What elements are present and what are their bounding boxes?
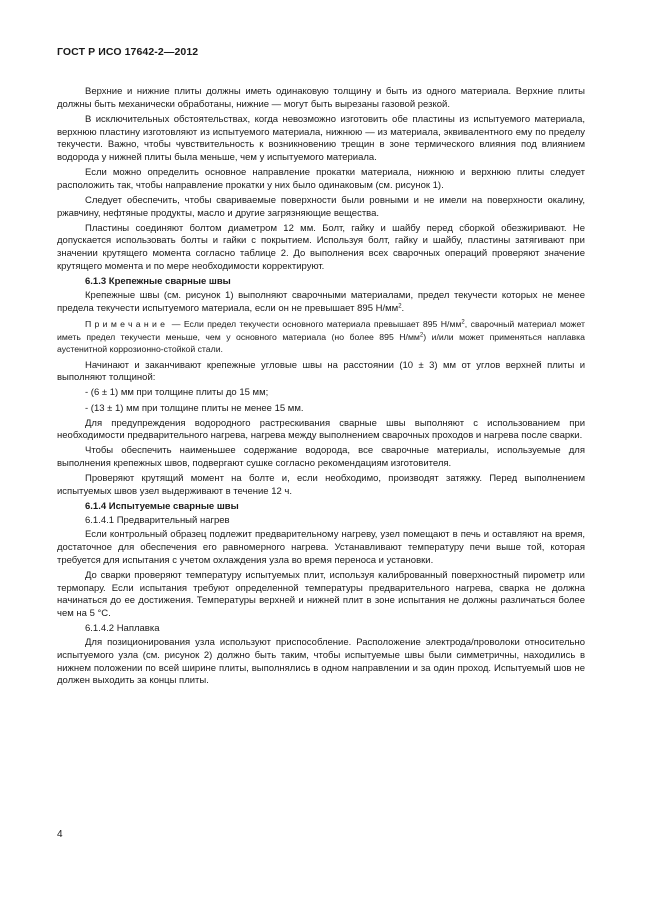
paragraph: Начинают и заканчивают крепежные угловые швы на расстоянии (10 ± 3) мм от углов верхней плиты и выполняют толщиной:	[57, 359, 585, 384]
paragraph: Проверяют крутящий момент на болте и, если необходимо, производят затяжку. Перед выполнением испытуемых швов узел выдерживают в течение 12 ч.	[57, 473, 585, 497]
paragraph: Следует обеспечить, чтобы свариваемые поверхности были ровными и не имели на поверхности окалину, ржавчину, нефтяные продукты, масло и другие загрязняющие вещества.	[57, 194, 585, 219]
document-body	[57, 86, 585, 691]
subsection-heading: 6.1.4.2 Наплавка	[85, 623, 160, 635]
superscript: 2	[398, 303, 402, 310]
paragraph: Для позиционирования узла используют приспособление. Расположение электрода/проволоки относительно испытуемого узла (см. рисунок 2) должно быть таким, чтобы испытуемые швы были симметричны, находились в нижнем положении по всей ширине плиты, выполнялись в одном направлении и за один проход. Испытуемый шов не должен выходить за концы плиты.	[57, 637, 585, 687]
paragraph: В исключительных обстоятельствах, когда невозможно изготовить обе пластины из испытуемого материала, верхнюю пластину изготовляют из испытуемого материала, нижнюю — из материала, эквивалентного ему по пределу текучести. Важно, чтобы чувствительность к возникновению трещин в зоне термического влияния под влиянием водорода у нижней плиты была меньше, чем у испытуемого материала.	[57, 113, 585, 163]
paragraph: Верхние и нижние плиты должны иметь одинаковую толщину и быть из одного материала. Верхние плиты должны быть механически обработаны, нижние — могут быть вырезаны газовой резкой.	[57, 86, 585, 110]
text-span: , сварочный материал может иметь предел текучести меньше, чем у основного материала (но более 895 Н/мм	[57, 319, 585, 342]
paragraph: Чтобы обеспечить наименьшее содержание водорода, все сварочные материалы, используемые для выполнения крепежных швов, подвергают сушке согласно рекомендациям изготовителя.	[57, 445, 585, 470]
paragraph	[57, 290, 585, 315]
page-number: 4	[57, 829, 63, 840]
superscript: 2	[461, 319, 465, 326]
section-heading-6-1-4: 6.1.4 Испытуемые сварные швы	[85, 501, 239, 512]
paragraph: Пластины соединяют болтом диаметром 12 мм. Болт, гайку и шайбу перед сборкой обезжиривают. Не допускается использовать болты и гайки с покрытием. Используя болт, гайку и шайбу, пластины затягивают при значении крутящего момента согласно таблице 2. До выполнения всех сварочных операций проверяют значение крутящего момента и по мере необходимости корректируют.	[57, 222, 585, 272]
paragraph: Если контрольный образец подлежит предварительному нагреву, узел помещают в печь и оставляют на время, достаточное для обеспечения его равномерного нагрева. Устанавливают температуру печи выше той, которая требуется для испытания с учетом охлаждения узла во время переноса и установки.	[57, 529, 585, 566]
paragraph: Если можно определить основное направление прокатки материала, нижнюю и верхнюю плиты следует расположить так, чтобы направление прокатки у них было одинаковым (см. рисунок 1).	[57, 167, 585, 191]
superscript: 2	[419, 332, 424, 339]
list-item: - (6 ± 1) мм при толщине плиты до 15 мм;	[85, 387, 269, 399]
standard-header: ГОСТ Р ИСО 17642-2—2012	[57, 46, 199, 58]
text-span: Крепежные швы (см. рисунок 1) выполняют сварочными материалами, предел текучести которых не менее предела текучести испытуемого материала, если он не превышает 895 Н/мм	[57, 290, 585, 314]
paragraph: Для предупреждения водородного растрескивания сварные швы выполняют с использованием при необходимости предварительного нагрева, нагрева между выполнением сварочных проходов и нагрева после сварки.	[57, 417, 585, 442]
text-span: ) и/или может применяться наплавка аустенитной коррозионно-стойкой стали.	[57, 331, 585, 355]
subsection-heading: 6.1.4.1 Предварительный нагрев	[85, 515, 230, 527]
note-label: Примечание	[85, 319, 169, 330]
text-span: — Если предел текучести основного материала превышает 895 Н/мм	[168, 319, 462, 330]
note	[57, 318, 585, 355]
paragraph: До сварки проверяют температуру испытуемых плит, используя калиброванный поверхностный пирометр или термопару. Если испытания требуют определенной температуры предварительного нагрева, сварка не должна начинаться до ее достижения. Температуры верхней и нижней плит в зоне испытания не должны различаться более чем на 5 °С.	[57, 569, 585, 620]
section-heading-6-1-3: 6.1.3 Крепежные сварные швы	[85, 275, 231, 287]
text-span: .	[401, 302, 405, 314]
list-item: - (13 ± 1) мм при толщине плиты не менее 15 мм.	[85, 402, 304, 414]
